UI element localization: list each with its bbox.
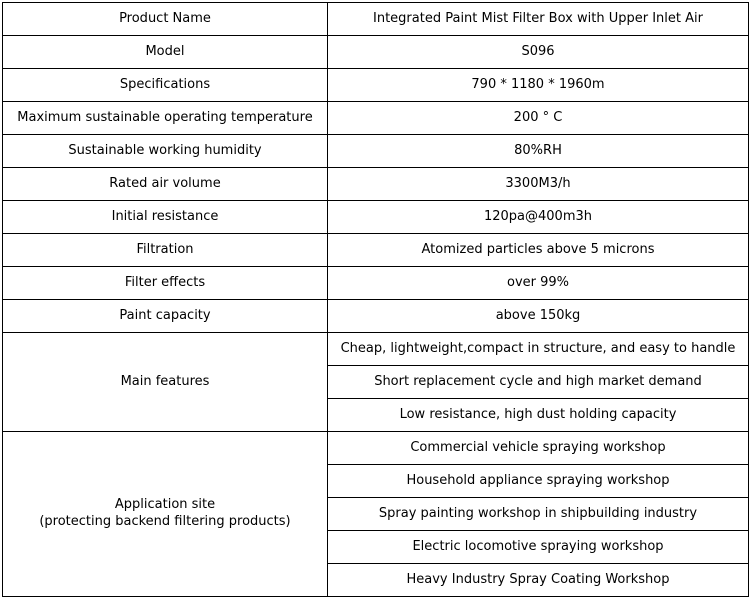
row-value: 790 * 1180 * 1960m bbox=[328, 69, 749, 102]
table-row bbox=[3, 201, 749, 234]
table-row bbox=[3, 102, 749, 135]
main-feature-item: Low resistance, high dust holding capacity bbox=[328, 399, 749, 432]
application-site-item: Spray painting workshop in shipbuilding industry bbox=[328, 498, 749, 531]
main-features-label: Main features bbox=[3, 333, 328, 432]
row-value: 80%RH bbox=[328, 135, 749, 168]
application-site-item: Electric locomotive spraying workshop bbox=[328, 531, 749, 564]
row-value: Atomized particles above 5 microns bbox=[328, 234, 749, 267]
application-site-item: Commercial vehicle spraying workshop bbox=[328, 432, 749, 465]
row-value: over 99% bbox=[328, 267, 749, 300]
row-label: Initial resistance bbox=[3, 201, 328, 234]
row-label: Rated air volume bbox=[3, 168, 328, 201]
row-label: Maximum sustainable operating temperature bbox=[3, 102, 328, 135]
application-site-item: Heavy Industry Spray Coating Workshop bbox=[328, 564, 749, 597]
table-row bbox=[3, 36, 749, 69]
row-value: 200 ° C bbox=[328, 102, 749, 135]
row-label: Sustainable working humidity bbox=[3, 135, 328, 168]
table-row bbox=[3, 300, 749, 333]
table-row bbox=[3, 267, 749, 300]
spec-table bbox=[2, 2, 749, 597]
table-row bbox=[3, 234, 749, 267]
row-label: Paint capacity bbox=[3, 300, 328, 333]
table-row bbox=[3, 333, 749, 366]
row-label: Filtration bbox=[3, 234, 328, 267]
row-value: 120pa@400m3h bbox=[328, 201, 749, 234]
row-label: Model bbox=[3, 36, 328, 69]
application-site-cell bbox=[3, 432, 328, 597]
row-label: Specifications bbox=[3, 69, 328, 102]
application-site-label: Application site bbox=[114, 497, 216, 513]
main-feature-item: Short replacement cycle and high market demand bbox=[328, 366, 749, 399]
row-label: Product Name bbox=[3, 3, 328, 36]
row-value: Integrated Paint Mist Filter Box with Upper Inlet Air bbox=[328, 3, 749, 36]
row-value: S096 bbox=[328, 36, 749, 69]
application-site-item: Household appliance spraying workshop bbox=[328, 465, 749, 498]
table-row bbox=[3, 3, 749, 36]
table-row bbox=[3, 69, 749, 102]
row-label: Filter effects bbox=[3, 267, 328, 300]
row-value: above 150kg bbox=[328, 300, 749, 333]
table-row bbox=[3, 432, 749, 465]
table-row bbox=[3, 135, 749, 168]
application-site-sublabel: (protecting backend filtering products) bbox=[39, 514, 291, 529]
table-row bbox=[3, 168, 749, 201]
main-feature-item: Cheap, lightweight,compact in structure, and easy to handle bbox=[328, 333, 749, 366]
row-value: 3300M3/h bbox=[328, 168, 749, 201]
